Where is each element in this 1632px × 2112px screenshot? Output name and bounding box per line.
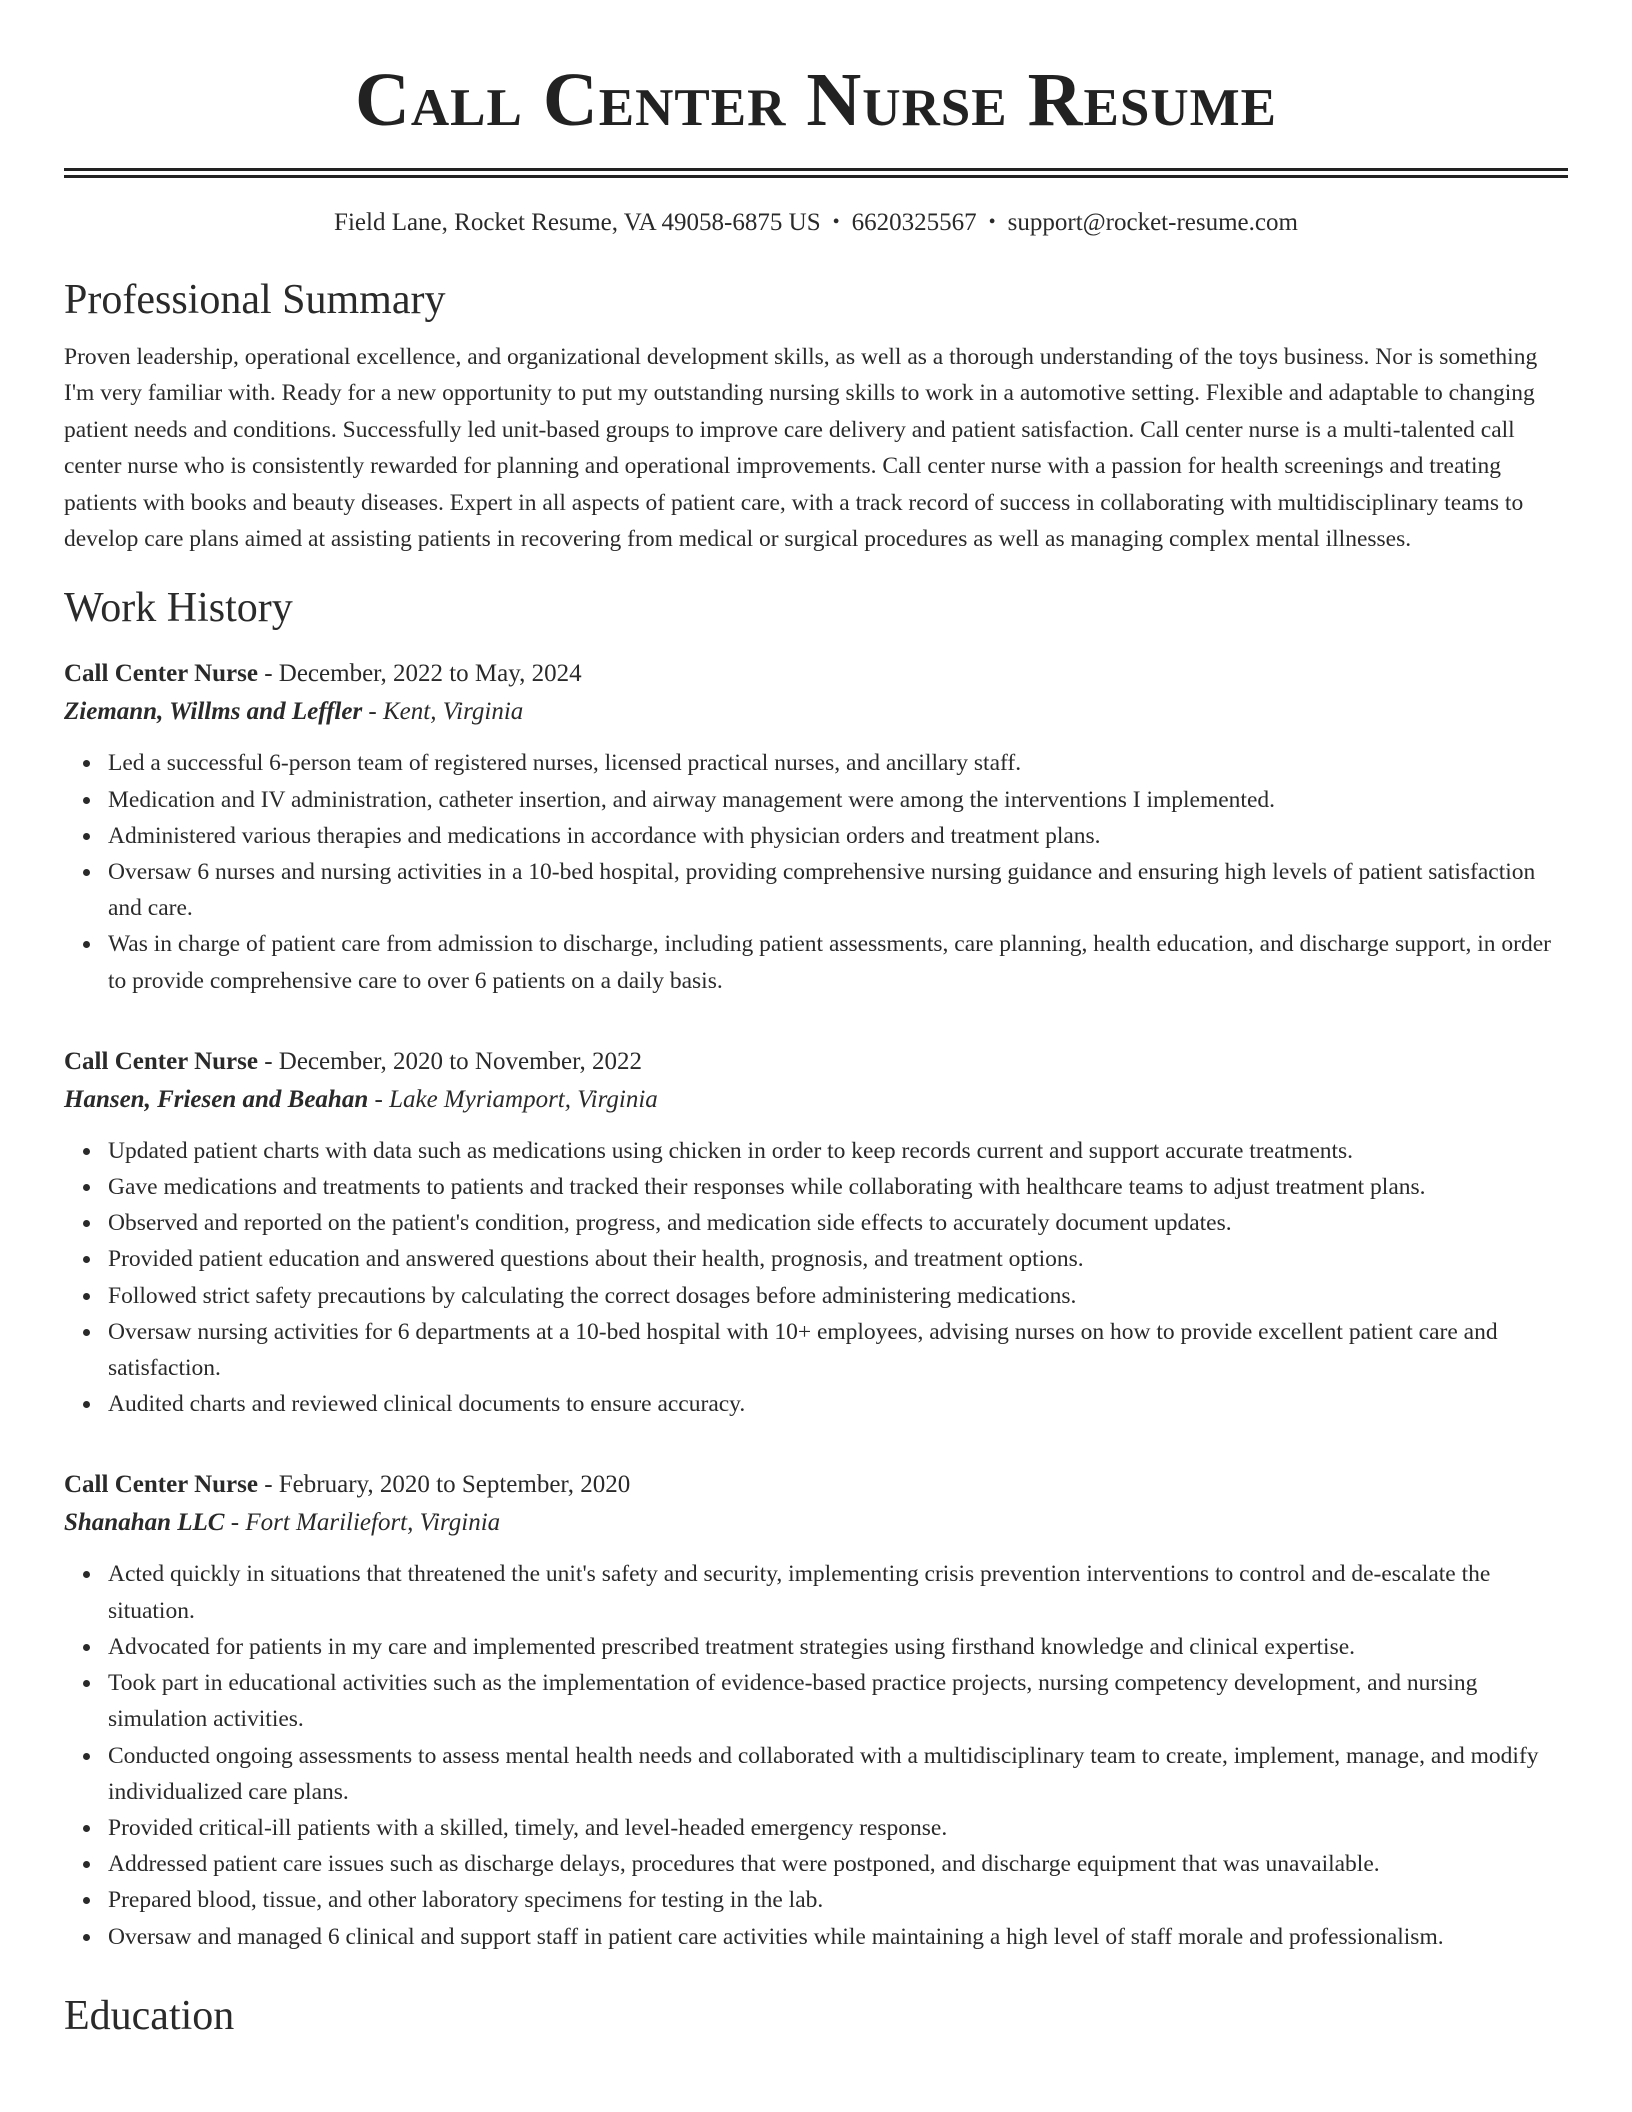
title-double-rule xyxy=(64,168,1568,178)
job-location: - Kent, Virginia xyxy=(362,698,524,726)
job-entry xyxy=(64,655,1568,998)
job-bullet: Provided patient education and answered questions about their health, prognosis, and treatment options. xyxy=(108,1241,1568,1277)
job-bullet: Prepared blood, tissue, and other laboratory specimens for testing in the lab. xyxy=(108,1882,1568,1918)
job-bullet: Advocated for patients in my care and implemented prescribed treatment strategies using firsthand knowledge and clinical expertise. xyxy=(108,1629,1568,1665)
job-role: Call Center Nurse xyxy=(64,1047,258,1075)
job-bullet-list xyxy=(64,1556,1568,1954)
job-bullet: Administered various therapies and medications in accordance with physician orders and treatment plans. xyxy=(108,818,1568,854)
job-dates: - December, 2020 to November, 2022 xyxy=(257,1047,642,1075)
contact-separator: • xyxy=(988,211,996,233)
job-title-line xyxy=(64,655,1568,693)
job-bullet: Oversaw nursing activities for 6 departments at a 10-bed hospital with 10+ employees, advising nurses on how to provide excellent patient care and satisfaction. xyxy=(108,1314,1568,1386)
job-company-line xyxy=(64,1504,1568,1542)
job-dates: - February, 2020 to September, 2020 xyxy=(257,1471,631,1499)
job-location: - Fort Mariliefort, Virginia xyxy=(224,1509,501,1537)
job-bullet-list xyxy=(64,745,1568,998)
job-title-line xyxy=(64,1043,1568,1081)
job-bullet-list xyxy=(64,1133,1568,1423)
job-company: Hansen, Friesen and Beahan xyxy=(64,1085,369,1113)
job-bullet: Addressed patient care issues such as discharge delays, procedures that were postponed, and discharge equipment that was unavailable. xyxy=(108,1846,1568,1882)
job-bullet: Acted quickly in situations that threatened the unit's safety and security, implementing crisis prevention interventions to control and de-escalate the situation. xyxy=(108,1556,1568,1628)
job-bullet: Led a successful 6-person team of registered nurses, licensed practical nurses, and ancillary staff. xyxy=(108,745,1568,781)
job-company-line xyxy=(64,1081,1568,1119)
job-company-line xyxy=(64,693,1568,731)
resume-title: Call Center Nurse Resume xyxy=(355,58,1277,142)
work-history-list xyxy=(64,655,1568,1954)
job-bullet: Was in charge of patient care from admission to discharge, including patient assessments, care planning, health education, and discharge support, in order to provide comprehensive care to over 6 patients on a daily basis. xyxy=(108,926,1568,998)
contact-phone: 6620325567 xyxy=(851,209,977,236)
job-bullet: Gave medications and treatments to patients and tracked their responses while collaborating with healthcare teams to adjust treatment plans. xyxy=(108,1169,1568,1205)
job-bullet: Observed and reported on the patient's condition, progress, and medication side effects to accurately document updates. xyxy=(108,1205,1568,1241)
job-bullet: Audited charts and reviewed clinical documents to ensure accuracy. xyxy=(108,1386,1568,1422)
job-company: Shanahan LLC xyxy=(64,1509,225,1537)
job-role: Call Center Nurse xyxy=(64,1471,258,1499)
job-bullet: Took part in educational activities such as the implementation of evidence-based practice projects, nursing competency development, and nursing simulation activities. xyxy=(108,1665,1568,1737)
contact-address: Field Lane, Rocket Resume, VA 49058-6875 US xyxy=(334,209,821,236)
job-bullet: Updated patient charts with data such as medications using chicken in order to keep records current and support accurate treatments. xyxy=(108,1133,1568,1169)
contact-line xyxy=(64,206,1568,239)
job-bullet: Conducted ongoing assessments to assess mental health needs and collaborated with a multidisciplinary team to create, implement, manage, and modify individualized care plans. xyxy=(108,1738,1568,1810)
job-bullet: Oversaw 6 nurses and nursing activities in a 10-bed hospital, providing comprehensive nursing guidance and ensuring high levels of patient satisfaction and care. xyxy=(108,854,1568,926)
job-entry xyxy=(64,1466,1568,1954)
summary-text: Proven leadership, operational excellence, and organizational development skills, as well as a thorough understanding of the toys business. Nor is something I'm very familiar with. Ready for a new opportunity to put my outstanding nursing skills to work in a automotive setting. Flexible and adaptable to changing patient needs and conditions. Successfully led unit-based groups to improve care delivery and patient satisfaction. Call center nurse is a multi-talented call center nurse who is consistently rewarded for planning and operational improvements. Call center nurse with a passion for health screenings and treating patients with books and beauty diseases. Expert in all aspects of patient care, with a track record of success in collaborating with multidisciplinary teams to develop care plans aimed at assisting patients in recovering from medical or surgical procedures as well as managing complex mental illnesses. xyxy=(64,344,1538,553)
job-company: Ziemann, Willms and Leffler xyxy=(64,698,363,726)
section-heading-education: Education xyxy=(64,1992,235,2039)
job-role: Call Center Nurse xyxy=(64,660,258,688)
section-heading-summary: Professional Summary xyxy=(64,277,446,323)
job-bullet: Provided critical-ill patients with a skilled, timely, and level-headed emergency response. xyxy=(108,1810,1568,1846)
job-dates: - December, 2022 to May, 2024 xyxy=(257,660,582,688)
job-title-line xyxy=(64,1466,1568,1504)
job-bullet: Oversaw and managed 6 clinical and support staff in patient care activities while maintaining a high level of staff morale and professionalism. xyxy=(108,1919,1568,1955)
contact-email: support@rocket-resume.com xyxy=(1007,209,1298,236)
contact-separator: • xyxy=(832,211,840,233)
job-bullet: Medication and IV administration, catheter insertion, and airway management were among the interventions I implemented. xyxy=(108,782,1568,818)
section-heading-work-history: Work History xyxy=(64,585,293,632)
job-bullet: Followed strict safety precautions by calculating the correct dosages before administering medications. xyxy=(108,1278,1568,1314)
job-location: - Lake Myriamport, Virginia xyxy=(368,1085,658,1113)
job-entry xyxy=(64,1043,1568,1423)
